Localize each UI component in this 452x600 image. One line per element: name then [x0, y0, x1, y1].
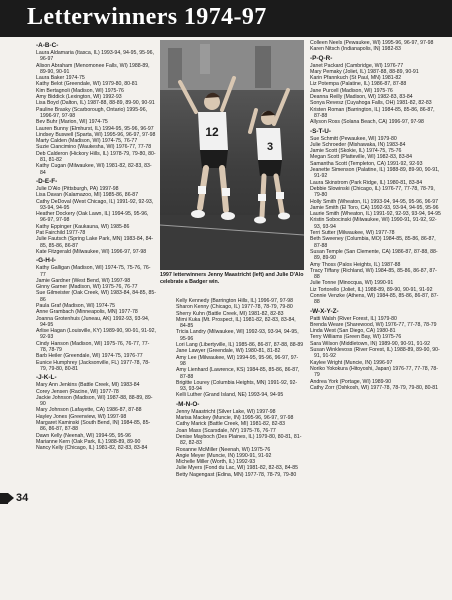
letterwinner-entry: Alison Abraham (Menomonee Falls, WI) 1988-89, 89-90, 90-91	[36, 62, 150, 75]
letterwinner-entry: Samantha Scott (Templeton, CA) 1991-92, 92-93	[310, 160, 423, 167]
letterwinner-entry: Cathy Marick (Battle Creek, MI) 1981-82, 82-83	[176, 421, 285, 428]
letterwinner-entry: Jamie Smith (El Toro, CA) 1992-93, 93-94, 94-95, 95-96	[310, 204, 439, 211]
letterwinner-entry: Corey Jensen (Racine, WI) 1977-78	[36, 388, 119, 395]
letterwinner-entry: Suzie Ciancimino (Waukesha, WI) 1976-77, 77-78	[36, 144, 152, 151]
letterwinner-entry: Amy Biddick (Lexington, WI) 1992-93	[36, 94, 122, 101]
letterwinner-entry: Mimi Kuka (Mt. Prospect, IL) 1981-82, 82-83, 83-84, 84-85	[176, 316, 296, 330]
section-heading: -M-N-O-	[176, 400, 200, 408]
letterwinner-entry: Marianne Kern (Oak Park, IL) 1988-89, 89-90	[36, 438, 141, 445]
letterwinner-entry: Jenny Maastricht (Silver Lake, WI) 1997-98	[176, 408, 276, 415]
letterwinner-entry: Connie Venzke (Athens, WI) 1984-85, 85-86, 86-87, 87-88	[310, 292, 439, 306]
letterwinner-entry: Bev Buhr (Marion, WI) 1974-75	[36, 119, 108, 126]
letterwinner-entry: Karen Nitsch (Indianapolis, IN) 1982-83	[310, 46, 401, 53]
letterwinner-entry: Kate Fitzgerald (Milwaukee, WI) 1996-97, 97-98	[36, 248, 147, 255]
jersey-number-left: 12	[205, 125, 219, 139]
letterwinner-entry: Susan Winklevoss (River Forest, IL) 1988-89, 89-90, 90-91, 91-92	[310, 347, 440, 360]
letterwinner-entry: Kathy Galligan (Madison, WI) 1974-75, 75-76, 76-77	[36, 265, 151, 278]
letterwinner-entry: Terri Sutter (Milwaukee, WI) 1977-78	[310, 230, 395, 237]
photo-caption: 1997 letterwinners Jenny Maastricht (left) and Julie D'Alo celebrate a Badger win.	[160, 272, 304, 285]
letterwinner-entry: Sonya Revesz (Cuyahoga Falls, OH) 1981-82, 82-83	[310, 100, 432, 107]
section-heading: -W-X-Y-Z-	[310, 307, 339, 315]
letterwinner-entry: Julie Tonne (Minocqua, WI) 1990-91	[310, 280, 394, 287]
letterwinner-entry: Joan Mass (Scarsdale, NY) 1975-76, 76-77	[176, 427, 276, 434]
letterwinner-entry: Jane Purcell (Madison, WI) 1975-76	[310, 87, 393, 94]
letterwinner-entry: Ginny Garner (Madison, WI) 1975-76, 76-77	[36, 284, 138, 291]
letterwinner-entry: Julie D'Alo (Pittsburgh, PA) 1997-98	[36, 185, 119, 192]
letterwinner-entry: Lindsey Buswell (Sparta, WI) 1995-96, 96-97, 97-98	[36, 131, 156, 138]
arrow-icon	[8, 493, 14, 503]
letterwinner-entry: Marisa Mackey (Muncie, IN) 1995-96, 96-97, 97-98	[176, 415, 294, 422]
letterwinner-entry: Patti Walsh (River Forest, IL) 1979-80	[310, 315, 397, 322]
letterwinner-entry: Sara Wilson (Middletown, IN) 1989-90, 90-91, 91-92	[310, 340, 430, 347]
letterwinner-entry: Laurie Smith (Wheaton, IL) 1991-92, 92-93, 93-94, 94-95	[310, 211, 441, 218]
letterwinner-entry: Brenda Weare (Sharewood, WI) 1976-77, 77-78, 78-79	[310, 321, 437, 328]
section-heading: -S-T-U-	[310, 127, 331, 135]
letterwinner-entry: Julie Myers (Fond du Lac, WI) 1981-82, 82-83, 84-85	[176, 465, 298, 472]
letterwinner-entry: Deb Calderon (Hickory Hills, IL) 1978-79, 79-80, 80-81, 81-82	[36, 150, 156, 164]
letterwinner-entry: Jackie Johnson (Madison, WI) 1987-88, 88-89, 89-90	[36, 394, 153, 408]
letterwinner-entry: Lisa Boyd (Dalton, IL) 1987-88, 88-89, 89-90, 90-91	[36, 100, 155, 107]
letterwinner-entry: Karin Pfannkuch (St Paul, MN) 1981-82	[310, 75, 402, 82]
letterwinner-entry: Anne Grambach (Minneapolis, MN) 1977-78	[36, 309, 138, 316]
letterwinner-entry: Nancy Kelly (Chicago, IL) 1981-82, 82-83, 83-84	[36, 445, 148, 452]
letterwinner-entry: Kathy Eppinger (Kaukauna, WI) 1985-86	[36, 223, 130, 230]
letterwinner-entry: Jane Lawyer (Greendale, WI) 1980-81, 81-82	[176, 348, 281, 355]
letterwinner-entry: Kim Bertagnoli (Madison, WI) 1975-76	[36, 87, 124, 94]
letterwinner-entry: Marty Calden (Madison, WI) 1974-75, 76-77	[36, 138, 138, 145]
letterwinner-entry: Liz Tortorello (Joliet, IL) 1988-89, 89-90, 90-91, 91-92	[310, 286, 433, 293]
letterwinner-entry: Laura Baker 1974-75	[36, 75, 85, 82]
letterwinner-entry: Kathy Belot (Greendale, WI) 1979-80, 80-81	[36, 81, 138, 88]
title-bar	[0, 0, 452, 37]
letterwinner-entry: Mary Pemaky (Joliet, IL) 1987-88, 88-89, 90-91	[310, 68, 419, 75]
letterwinner-entry: Betty Nagengast (Edina, MN) 1977-78, 78-79, 79-80	[176, 471, 297, 478]
letterwinner-entry: Kathy Cugan (Milwaukee, WI) 1981-82, 82-83, 83-84	[36, 163, 152, 176]
jersey-number-right: 3	[266, 141, 274, 153]
page-title: Letterwinners 1974-97	[27, 4, 267, 30]
letterwinner-entry: Joanna Grotenhuis (Juneau, AK) 1992-93, 93-94, 94-95	[36, 315, 150, 328]
letterwinner-entry: Lisa Davan (Kalamazoo, MI) 1985-86, 86-87	[36, 192, 139, 199]
letterwinner-entry: Terry Williams (Green Bay, WI) 1975-76	[310, 334, 402, 341]
celebration-illustration	[160, 40, 304, 270]
letterwinner-entry: Arlise Hagan (Louisville, KY) 1989-90, 90-91, 91-92, 92-93	[36, 328, 156, 341]
letterwinner-entry: Liz Potempa (Palatine, IL) 1986-87, 87-88	[310, 81, 407, 88]
team-photo	[160, 40, 304, 270]
letterwinner-entry: Allyson Ross (Solana Beach, CA) 1996-97, 97-98	[310, 119, 424, 126]
column-3	[310, 40, 442, 391]
letterwinner-entry: Pauline Brasky (Scarborough, Ontario) 1995-96, 1996-97, 97-98	[36, 106, 148, 119]
letterwinner-entry: Kelli Luther (Grand Island, NE) 1993-94, 94-95	[176, 392, 284, 399]
letterwinner-entry: Heather Dockery (Oak Lawn, IL) 1994-95, 95-96, 96-97, 97-98	[36, 211, 149, 224]
section-heading: -D-E-F-	[36, 177, 58, 185]
letterwinner-entry: Amy Thoss (Palos Heights, IL) 1987-88	[310, 261, 401, 268]
section-heading: -A-B-C-	[36, 42, 59, 49]
letterwinner-entry: Laura Aldamaria (Itasca, IL) 1993-94, 94-95, 95-96, 96-97	[36, 50, 154, 63]
letterwinner-entry: Megan Scott (Platteville, WI) 1982-83, 83-84	[310, 154, 413, 161]
letterwinner-entry: Noriko Yokokura (Hitoyoshi, Japan) 1976-77, 77-78, 78-79	[310, 365, 439, 379]
letterwinner-entry: Eunice Humphrey (Jacksonville, FL) 1977-78, 78-79, 79-80, 80-81	[36, 359, 150, 372]
letterwinner-entry: Kelly Kennedy (Barrington Hills, IL) 1996-97, 97-98	[176, 298, 294, 304]
letterwinner-entry: Laura Skinstrom (Park Ridge, IL) 1980-81, 83-84	[310, 179, 423, 186]
column-2	[176, 298, 304, 478]
letterwinner-entry: Pat Fairchild 1977-78	[36, 230, 86, 237]
letterwinner-entry: Debbie Slowinski (Chicago, IL) 1976-77, 77-78, 78-79, 79-80	[310, 185, 435, 199]
letterwinner-entry: Julie Schroeder (Mishawaka, IN) 1983-84	[310, 141, 406, 148]
letterwinner-entry: Sue Gilmeister (Oak Creek, WI) 1983-84, 84-85, 85-86	[36, 290, 156, 303]
letterwinner-entry: Colleen Neels (Pewaukee, WI) 1995-96, 96-97, 97-98	[310, 40, 434, 46]
letterwinner-entry: Andrea York (Portage, WI) 1989-90	[310, 378, 392, 385]
letterwinner-entry: Michelle Miller (Worth, IL) 1992-93	[176, 459, 256, 466]
letterwinner-entry: Susan Temple (San Clemente, CA) 1986-87, 87-88, 88-89, 89-90	[310, 248, 438, 262]
letterwinner-entry: Cathy Zorr (Oshkosh, WI) 1977-78, 78-79, 79-80, 80-81	[310, 384, 439, 391]
letterwinner-entry: Julie Fautsch (Spring Lake Park, MN) 1983-84, 84-85, 85-86, 86-87	[36, 236, 154, 249]
letterwinner-entry: Paula Graf (Madison, WI) 1974-75	[36, 302, 116, 309]
letterwinner-entry: Mary Johnson (Lafayette, CA) 1986-87, 87-88	[36, 407, 142, 414]
page-number-tab	[0, 492, 28, 504]
letterwinner-entry: Jeanette Simenson (Palatine, IL) 1988-89, 89-90, 90-91, 91-92	[310, 167, 440, 180]
letterwinner-entry: Jamie Gardner (West Bend, WI) 1997-98	[36, 277, 131, 284]
letterwinner-entry: Margaret Kaminski (South Bend, IN) 1984-85, 85-86, 86-87, 87-88	[36, 420, 151, 433]
letterwinner-entry: Linda West (San Diego, CA) 1980-81	[310, 328, 396, 335]
letterwinner-entry: Barb Heiler (Greendale, WI) 1974-75, 1976-77	[36, 353, 143, 360]
letterwinner-entry: Deanna Reilly (Madison, WI) 1982-83, 83-84	[310, 94, 413, 101]
letterwinner-entry: Brigitte Lourey (Columbia Heights, MN) 1991-92, 92-93, 93-94	[176, 379, 298, 393]
letterwinner-entry: Amy Lee (Milwaukee, WI) 1994-95, 95-96, 96-97, 97-98	[176, 354, 299, 367]
section-heading: -J-K-L-	[36, 374, 57, 382]
letterwinner-entry: Tricia Landry (Milwaukee, WI) 1992-93, 93-94, 94-95, 95-96	[176, 329, 299, 342]
letterwinner-entry: Roxanne McMiller (Neenah, WI) 1975-76	[176, 446, 271, 453]
letterwinner-entry: Kaylee Wright (Muncie, IN) 1996-97	[310, 359, 393, 366]
letterwinner-entry: Sharon Kenny (Chicago, IL) 1977-78, 78-79, 79-80	[176, 304, 293, 311]
letterwinner-entry: Lauren Bunny (Elmhurst, IL) 1994-95, 95-96, 96-97	[36, 125, 154, 132]
letterwinner-entry: Lori Lang (Libertyville, IL) 1985-86, 86-87, 87-88, 88-89	[176, 342, 304, 349]
letterwinner-entry: Sue Schmitt (Pewaukee, WI) 1979-80	[310, 135, 397, 142]
letterwinner-entry: Kristen Roman (Barrington, IL) 1984-85, 85-86, 86-87, 87-88	[310, 106, 435, 119]
letterwinner-entry: Angie Meyer (Muncie, IN) 1990-91, 91-92	[176, 452, 272, 459]
section-heading: -P-Q-R-	[310, 54, 333, 62]
letterwinner-entry: Dawn Kelly (Neenah, WI) 1994-95, 95-96	[36, 432, 131, 439]
letterwinner-entry: Hayley Jones (Greenview, WI) 1997-98	[36, 413, 127, 420]
letterwinner-entry: Amy Lienhard (Lawrence, KS) 1984-85, 85-86, 86-87, 87-88	[176, 367, 300, 380]
letterwinner-entry: Mary Ann Jenkins (Battle Creek, MI) 1983-84	[36, 382, 140, 389]
letterwinner-entry: Holly Smith (Wheaton, IL) 1993-94, 94-95, 95-96, 96-97	[310, 198, 439, 205]
letterwinner-entry: Beth Sweeney (Columbia, MO) 1984-85, 85-86, 86-87, 87-88	[310, 236, 436, 249]
letterwinner-entry: Sherry Kuhn (Battle Creek, MI) 1981-82, 82-83	[176, 310, 284, 317]
letterwinner-entry: Cathy DeDoval (West Chicago, IL) 1991-92, 92-93, 93-94, 94-95	[36, 198, 154, 211]
letterwinner-entry: Janet Packard (Cambridge, WI) 1976-77	[310, 62, 404, 69]
column-1	[36, 40, 156, 452]
section-heading: -G-H-I-	[36, 257, 56, 265]
letterwinner-entry: Kristin Sobocinski (Milwaukee, WI) 1990-91, 91-92, 92-93, 93-94	[310, 217, 437, 230]
page-number: 34	[16, 492, 29, 504]
letterwinner-entry: Jamie Scott (Skokie, IL) 1974-75, 75-76	[310, 148, 402, 155]
letterwinner-entry: Tracy Tiffany (Richland, WI) 1984-85, 85-86, 86-87, 87-88	[310, 267, 437, 281]
letterwinner-entry: Denise Mayboch (Des Plaines, IL) 1979-80, 80-81, 81-82, 82-83	[176, 433, 302, 447]
letterwinner-entry: Cindy Hanson (Madison, WI) 1975-76, 76-77, 77-78, 78-79	[36, 340, 150, 354]
